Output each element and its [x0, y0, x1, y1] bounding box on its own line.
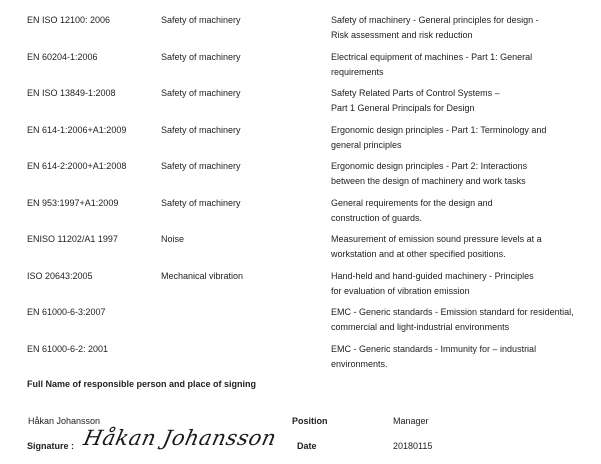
standard-code: EN 61000-6-2: 2001 [27, 344, 109, 354]
signature-script: Håkan Johansson [81, 426, 279, 450]
standard-code: EN 953:1997+A1:2009 [27, 198, 119, 208]
standard-row [0, 342, 601, 376]
standard-title-line: workstation and at other specified positions. [331, 249, 506, 259]
standard-title-line: Electrical equipment of machines - Part 1: General [331, 52, 533, 62]
standard-row [0, 269, 601, 303]
handwritten-signature [81, 426, 278, 450]
standard-area: Safety of machinery [161, 88, 241, 98]
standard-title-line: between the design of machinery and work tasks [331, 176, 526, 186]
signature-label: Signature : [27, 441, 75, 451]
standard-code: EN 60204-1:2006 [27, 52, 98, 62]
standard-title [331, 269, 593, 299]
standard-title [331, 232, 593, 262]
date-value: 20180115 [393, 441, 433, 451]
date-label: Date [297, 441, 317, 451]
standard-code: EN 61000-6-3:2007 [27, 307, 106, 317]
signing-heading: Full Name of responsible person and place of signing [27, 379, 257, 389]
standard-title-line: general principles [331, 140, 402, 150]
standard-row [0, 123, 601, 157]
standard-area: Mechanical vibration [161, 271, 244, 281]
position-label: Position [292, 416, 328, 426]
standard-area: Safety of machinery [161, 125, 241, 135]
standard-title [331, 86, 593, 116]
standard-area: Safety of machinery [161, 198, 241, 208]
standard-area: Safety of machinery [161, 52, 241, 62]
standard-title-line: Safety of machinery - General principles for design - [331, 15, 539, 25]
standard-code: EN 614-1:2006+A1:2009 [27, 125, 127, 135]
standard-title-line: Risk assessment and risk reduction [331, 30, 473, 40]
standard-title [331, 196, 593, 226]
standard-code: EN 614-2:2000+A1:2008 [27, 161, 127, 171]
standard-title [331, 50, 593, 80]
standard-row [0, 159, 601, 193]
standard-title-line: environments. [331, 359, 388, 369]
standard-row [0, 86, 601, 120]
standard-title [331, 123, 593, 153]
standard-area: Safety of machinery [161, 161, 241, 171]
standard-code: EN ISO 12100: 2006 [27, 15, 111, 25]
standard-title-line: Ergonomic design principles - Part 1: Terminology and [331, 125, 547, 135]
standard-title-line: construction of guards. [331, 213, 423, 223]
standard-title [331, 342, 593, 372]
standard-title-line: requirements [331, 67, 384, 77]
standard-title-line: Safety Related Parts of Control Systems – [331, 88, 500, 98]
standard-title [331, 13, 593, 43]
standard-row [0, 13, 601, 47]
standard-code: ISO 20643:2005 [27, 271, 93, 281]
standard-title-line: Measurement of emission sound pressure levels at a [331, 234, 542, 244]
standard-area: Noise [161, 234, 185, 244]
standard-code: ENISO 11202/A1 1997 [27, 234, 118, 244]
standard-title-line: EMC - Generic standards - Immunity for – industrial [331, 344, 537, 354]
standard-title-line: for evaluation of vibration emission [331, 286, 470, 296]
standard-title-line: commercial and light-industrial environments [331, 322, 510, 332]
standard-title [331, 305, 593, 335]
standard-row [0, 232, 601, 266]
standard-row [0, 305, 601, 339]
standard-title-line: Ergonomic design principles - Part 2: Interactions [331, 161, 528, 171]
standard-row [0, 50, 601, 84]
signer-name: Håkan Johansson [28, 416, 101, 426]
standard-area: Safety of machinery [161, 15, 241, 25]
standard-code: EN ISO 13849-1:2008 [27, 88, 116, 98]
standard-title [331, 159, 593, 189]
standard-row [0, 196, 601, 230]
position-value: Manager [393, 416, 429, 426]
standard-title-line: Part 1 General Principals for Design [331, 103, 475, 113]
standard-title-line: General requirements for the design and [331, 198, 493, 208]
standard-title-line: Hand-held and hand-guided machinery - Principles [331, 271, 534, 281]
standard-title-line: EMC - Generic standards - Emission standard for residential, [331, 307, 574, 317]
